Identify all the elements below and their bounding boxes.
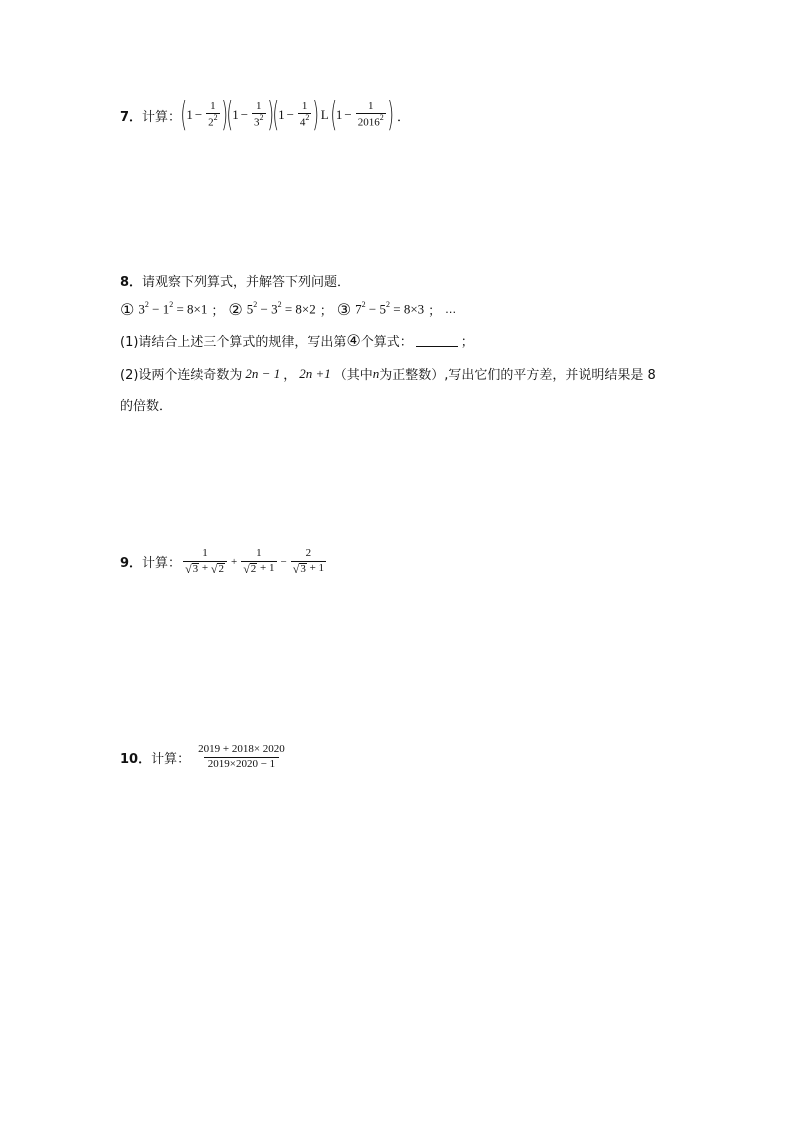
question-7 <box>120 95 411 135</box>
example-2-marker: ② <box>228 300 243 319</box>
question-7-label: 计算： <box>142 109 182 125</box>
answer-blank[interactable] <box>416 334 458 347</box>
term-4-minus: − <box>344 107 352 122</box>
term-2-fraction: $\frac{1}{3^2}$ <box>254 99 264 129</box>
term-2-one: 1 <box>232 107 239 122</box>
question-10-fraction <box>194 744 289 770</box>
term-1-one: 1 <box>186 107 193 122</box>
numerator: 2019 + 2018× 2020 <box>198 743 285 755</box>
fraction-1: 1 √ 3 + √ 2 <box>183 548 227 575</box>
question-7-end: ． <box>397 109 411 125</box>
term-2-minus: − <box>240 107 249 122</box>
question-8-part-2: (2)设两个连续奇数为 2n − 1 ， 2n +1 （其中 n 为正整数）,写出它们的平方差，并说明结果是 8 <box>120 365 656 383</box>
term-1-minus: − <box>194 107 203 122</box>
question-8-number: 8． <box>120 275 143 290</box>
question-8-examples: ① $3^2 - 1^2 = 8\times 1$ ； ② $5^2 - 3^2 = 8\times 2$ ； ③ $7^2 - 5^2 = 8\times 3$ ； … <box>120 300 457 319</box>
question-9-label: 计算： <box>142 556 182 572</box>
operator-minus: − <box>280 555 287 568</box>
part-1-middle: 个算式： <box>360 335 413 350</box>
example-2-formula: $5^2 - 3^2 = 8\times 2$ <box>246 300 316 317</box>
variable-n: n <box>372 365 380 381</box>
example-1-marker: ① <box>120 300 135 319</box>
part-1-prefix: (1)请结合上述三个算式的规律，写出第 <box>120 335 347 350</box>
part-2-expr-1: 2n − 1 <box>245 365 281 381</box>
example-1-formula: $3^2 - 1^2 = 8\times 1$ <box>138 300 208 317</box>
part-1-end: ； <box>460 335 474 350</box>
part-1-marker: ④ <box>346 331 361 350</box>
term-3-one: 1 <box>278 107 285 122</box>
question-10-number: 10． <box>120 751 152 767</box>
question-10 <box>120 744 291 770</box>
question-10-label: 计算： <box>151 751 191 767</box>
example-3-marker: ③ <box>336 300 352 319</box>
question-8-intro: 请观察下列算式，并解答下列问题． <box>142 275 351 290</box>
question-7-expression: ( 1 − $\frac{1}{2^2}$ ) ( 1 − $\frac{1}{3^2}$ ) ( 1 − $\frac{1}{4^2}$ ) L ( 1 − $\frac{1}{2016^2}$ ) <box>180 95 394 135</box>
question-9-expression <box>181 548 328 575</box>
question-9 <box>120 548 328 575</box>
fraction-3: 2 √ 3 + 1 <box>292 547 325 577</box>
term-3-fraction: $\frac{1}{4^2}$ <box>299 99 310 129</box>
ellipsis: L <box>320 107 329 122</box>
question-8-part-2-line-2: 的倍数． <box>120 399 173 414</box>
question-9-number: 9． <box>120 556 143 572</box>
trailing-ellipsis: … <box>445 303 457 316</box>
question-8-title <box>120 271 350 290</box>
part-2-prefix: (2)设两个连续奇数为 <box>120 368 243 383</box>
term-4-one: 1 <box>335 107 343 122</box>
fraction-2: 1 √ 2 + 1 <box>243 547 275 577</box>
denominator: 2019×2020 − 1 <box>204 757 279 771</box>
question-8-part-1 <box>120 331 474 350</box>
question-7-number: 7． <box>120 109 143 125</box>
term-1-fraction: $\frac{1}{2^2}$ <box>208 99 218 129</box>
term-3-minus: − <box>286 107 294 122</box>
part-2-expr-2: 2n +1 <box>299 365 331 381</box>
operator-plus: + <box>230 555 238 568</box>
example-3-formula: $7^2 - 5^2 = 8\times 3$ <box>355 300 425 317</box>
term-4-fraction: $\frac{1}{2016^2}$ <box>357 99 384 129</box>
